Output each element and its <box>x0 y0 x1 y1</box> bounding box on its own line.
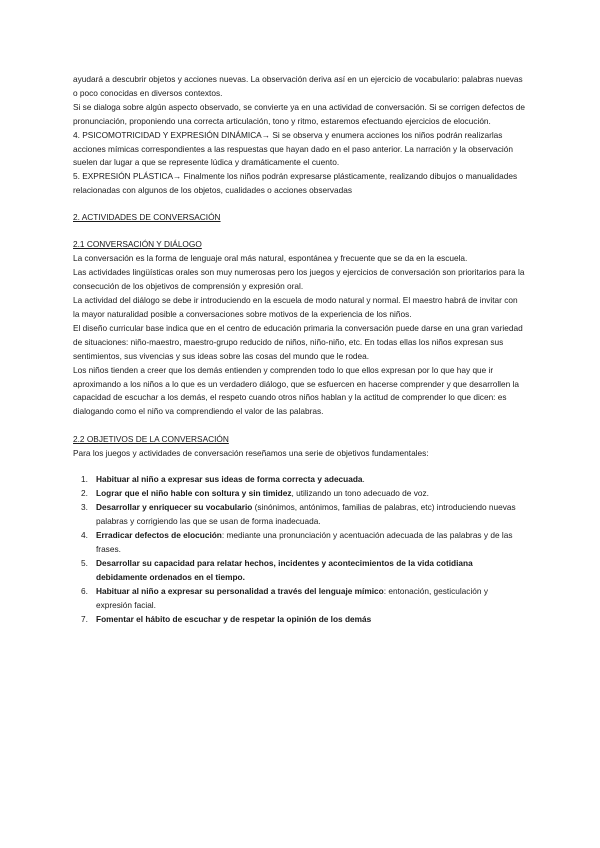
subsection-heading-conversacion: 2.1 CONVERSACIÓN Y DIÁLOGO <box>73 239 202 250</box>
intro-paragraph: ayudará a descubrir objetos y acciones nuevas. La observación deriva así en un ejercicio de vocabulario: palabras nuevas o poco conocidas en diversos contextos. <box>73 74 523 98</box>
objectives-list <box>73 473 525 626</box>
list-item <box>73 529 525 557</box>
list-item-text: : mediante una pronunciación y acentuación adecuada de las palabras y de las frases. <box>96 530 513 554</box>
page-content <box>73 73 525 626</box>
list-item <box>73 585 525 613</box>
list-item-text: : entonación, gesticulación y expresión facial. <box>96 585 488 610</box>
list-item-bold: Desarrollar y enriquecer su vocabulario <box>96 502 253 513</box>
list-item-bold: Desarrollar su capacidad para relatar hechos, incidentes y acontecimientos de la vida cotidiana debidamente ordenados en el tiempo. <box>96 557 473 582</box>
list-item-number: 7. <box>81 613 88 624</box>
objectives-intro: Para los juegos y actividades de conversación reseñamos una serie de objetivos fundamentales: <box>73 448 429 459</box>
list-item <box>73 613 525 627</box>
list-item-bold: Habituar al niño a expresar su personalidad a través del lenguaje mímico <box>96 585 384 596</box>
body-paragraph: Las actividades lingüísticas orales son muy numerosas pero los juegos y ejercicios de conversación son prioritarios para la consecución de los objetivos de comprensión y expresión oral. <box>73 267 525 292</box>
list-item <box>73 487 525 501</box>
list-item <box>73 557 525 585</box>
list-item-text: . <box>362 474 365 485</box>
section-heading-actividades: 2. ACTIVIDADES DE CONVERSACIÓN <box>73 211 221 222</box>
list-item-bold: Erradicar defectos de elocución <box>96 530 222 541</box>
list-item-text: , utilizando un tono adecuado de voz. <box>291 488 429 499</box>
list-item <box>73 473 525 487</box>
list-item <box>73 501 525 529</box>
intro-paragraph: 5. EXPRESIÓN PLÁSTICA→ Finalmente los niños podrán expresarse plásticamente, realizando dibujos o manualidades relacionadas con algunos de los objetos, cualidades o acciones observadas <box>73 171 518 196</box>
body-paragraph: La conversación es la forma de lenguaje oral más natural, espontánea y frecuente que se da en la escuela. <box>73 253 468 264</box>
list-item-bold: Habituar al niño a expresar sus ideas de forma correcta y adecuada <box>96 474 363 485</box>
list-item-number: 5. <box>81 557 88 568</box>
list-item-number: 4. <box>81 530 88 541</box>
body-paragraph: La actividad del diálogo se debe ir introduciendo en la escuela de modo natural y normal. El maestro habrá de invitar con la mayor naturalidad posible a conversaciones sobre motivos de la experiencia de los niños. <box>73 295 518 319</box>
list-item-number: 3. <box>81 502 88 513</box>
intro-paragraph: 4. PSICOMOTRICIDAD Y EXPRESIÓN DINÁMICA→ Si se observa y enumera acciones los niños podrán realizarlas acciones mímicas correspondientes a las respuestas que hayan dado en el paso anterior. La narración y la observación suelen dar lugar a que se represente lúdica y dramáticamente el cuento. <box>73 129 513 168</box>
intro-paragraph: Si se dialoga sobre algún aspecto observado, se convierte ya en una actividad de conversación. Si se corrigen defectos de pronunciación, proponiendo una correcta articulación, tono y ritmo, estaremos efectuando ejercicios de elocución. <box>73 101 525 126</box>
list-item-bold: Fomentar el hábito de escuchar y de respetar la opinión de los demás <box>96 613 372 624</box>
list-item-number: 6. <box>81 585 88 596</box>
list-item-text: (sinónimos, antónimos, familias de palabras, etc) introduciendo nuevas palabras y corrigiendo las que se usan de forma inadecuada. <box>96 502 516 527</box>
subsection-heading-objetivos: 2.2 OBJETIVOS DE LA CONVERSACIÓN <box>73 434 229 445</box>
body-paragraph: Los niños tienden a creer que los demás entienden y comprenden todo lo que ellos expresan por lo que hay que ir aproximando a los niños a lo que es un verdadero diálogo, que se esfuercen en hacerse comprender y que desarrollen la capacidad de escuchar a los demás, el respeto cuando otros niños hablan y la actitud de comprender lo que dicen: es dialogando como el niño va comprendiendo el valor de las palabras. <box>73 364 520 417</box>
body-paragraph: El diseño curricular base indica que en el centro de educación primaria la conversación puede darse en una gran variedad de situaciones: niño-maestro, maestro-grupo reducido de niños, niño-niño, etc. En todas ellas los niños expresan sus sentimientos, sus vivencias y sus ideas sobre las cosas del mundo que le rodea. <box>73 322 523 361</box>
list-item-bold: Lograr que el niño hable con soltura y sin timidez <box>96 488 292 499</box>
list-item-number: 1. <box>81 474 88 485</box>
list-item-number: 2. <box>81 488 88 499</box>
